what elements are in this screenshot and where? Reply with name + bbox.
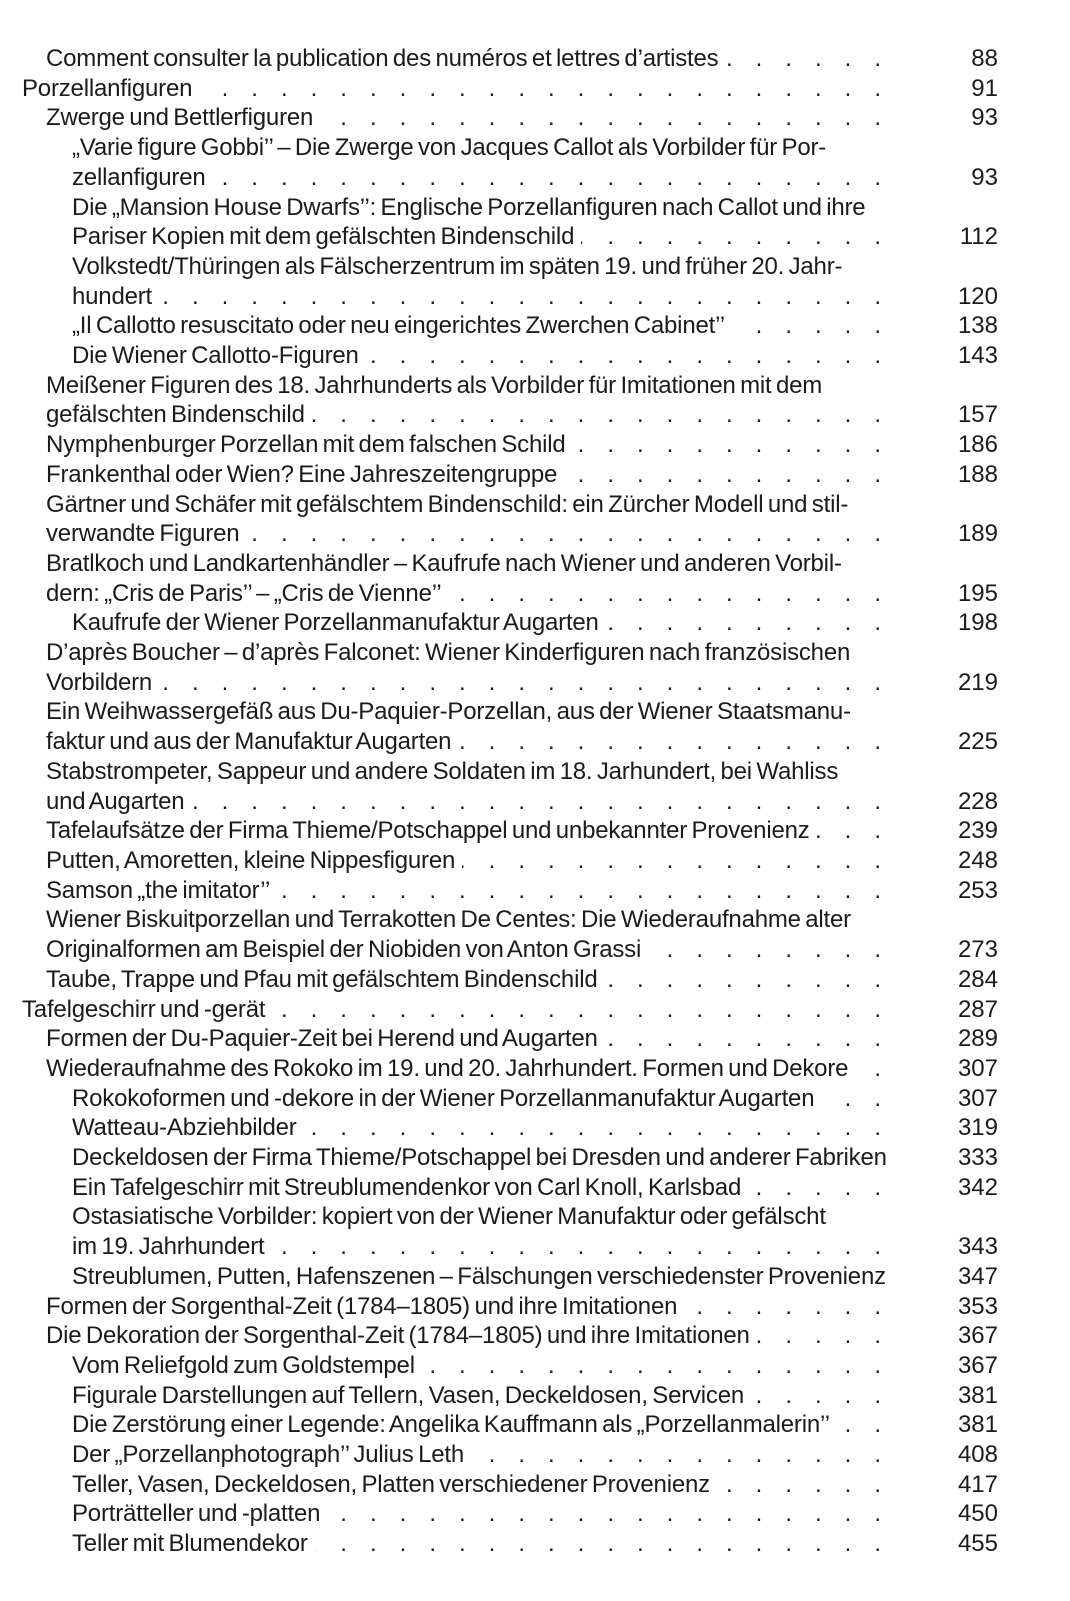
toc-entry <box>72 1173 998 1203</box>
toc-entry-row <box>72 341 998 371</box>
toc-entry-row <box>46 460 998 490</box>
page-number: 138 <box>957 312 998 340</box>
toc-entry <box>46 757 998 816</box>
toc-entry <box>46 430 998 460</box>
toc-entry <box>72 193 998 252</box>
toc-entry <box>72 341 998 371</box>
toc-entry-text: Die „Mansion House Dwarfs’’: Englische Porzellanfiguren nach Callot und ihre <box>72 193 866 221</box>
page-number: 307 <box>957 1084 998 1112</box>
page-number: 450 <box>957 1500 998 1528</box>
toc-entry-row <box>72 1351 998 1381</box>
toc-entry <box>72 311 998 341</box>
toc-entry <box>46 549 998 608</box>
toc-entry-text: Nymphenburger Porzellan mit dem falschen Schild <box>46 431 566 459</box>
toc-entry-row <box>46 965 998 995</box>
toc-entry-text: Stabstrompeter, Sappeur und andere Soldaten im 18. Jarhundert, bei Wahliss <box>46 757 839 785</box>
dot-leader <box>725 44 946 74</box>
page-number: 198 <box>957 609 998 637</box>
dot-leader <box>458 727 946 757</box>
page-number: 342 <box>957 1173 998 1201</box>
page-number: 319 <box>957 1114 998 1142</box>
dot-leader <box>159 668 946 698</box>
toc-entry-row <box>46 935 998 965</box>
page-number: 225 <box>957 728 998 756</box>
toc-entry <box>46 697 998 756</box>
dot-leader <box>573 430 946 460</box>
dot-leader <box>315 1529 946 1559</box>
page-number: 91 <box>971 74 998 102</box>
toc-entry-text: Taube, Trappe und Pfau mit gefälschtem Bindenschild <box>46 965 598 993</box>
toc-entry-row <box>72 282 998 312</box>
page-number: 143 <box>957 342 998 370</box>
toc-entry <box>72 1381 998 1411</box>
toc-entry <box>72 133 998 192</box>
page-number: 189 <box>957 520 998 548</box>
dot-leader <box>748 1173 946 1203</box>
toc-entry-text: Teller mit Blumendekor <box>72 1530 308 1558</box>
toc-entry-text: Die Wiener Callotto-Figuren <box>72 342 359 370</box>
page-number: 307 <box>957 1054 998 1082</box>
toc-entry-text: hundert <box>72 282 152 310</box>
toc-entry <box>46 460 998 490</box>
toc-entry <box>46 371 998 430</box>
toc-entry <box>72 1113 998 1143</box>
toc-entry <box>46 1054 998 1084</box>
toc-entry-text: Zwerge und Bettlerfiguren <box>46 104 314 132</box>
toc-entry-text: Vorbildern <box>46 668 153 696</box>
toc-entry-row <box>46 44 998 74</box>
toc-entry-text: Ein Tafelgeschirr mit Streublumendenkor von Carl Knoll, Karlsbad <box>72 1173 742 1201</box>
toc-entry-text: Rokokoformen und -dekore in der Wiener Porzellanmanufaktur Augarten <box>72 1084 815 1112</box>
toc-entry-row <box>72 1173 998 1203</box>
page-number: 120 <box>957 282 998 310</box>
dot-leader <box>422 1351 946 1381</box>
dot-leader <box>320 103 946 133</box>
toc-entry <box>72 1084 998 1114</box>
page-number: 381 <box>957 1381 998 1409</box>
toc-entry-text: gefälschten Bindenschild <box>46 401 305 429</box>
page-number: 408 <box>957 1441 998 1469</box>
toc-entry-text: Die Zerstörung einer Legende: Angelika Kauffmann als „Porzellanmalerin’’ <box>72 1411 830 1439</box>
toc-entry-text: faktur und aus der Manufaktur Augarten <box>46 728 452 756</box>
toc-entry-text: im 19. Jahrhundert <box>72 1233 265 1261</box>
dot-leader <box>366 341 946 371</box>
page-number: 228 <box>957 787 998 815</box>
toc-entry <box>46 1024 998 1054</box>
dot-leader <box>449 579 946 609</box>
toc-entry-text: D’après Boucher – d’après Falconet: Wiener Kinderfiguren nach französischen <box>46 639 851 667</box>
dot-leader <box>272 1232 946 1262</box>
dot-leader <box>855 1054 946 1084</box>
toc-entry <box>22 74 998 104</box>
page-number: 186 <box>957 431 998 459</box>
toc-entry <box>46 490 998 549</box>
toc-entry-text: dern: „Cris de Paris’’ – „Cris de Vienne’’ <box>46 579 442 607</box>
toc-entry <box>46 103 998 133</box>
toc-entry <box>46 1321 998 1351</box>
dot-leader <box>564 460 946 490</box>
toc-entry-text: zellanfiguren <box>72 163 206 191</box>
toc-entry-row <box>72 1232 998 1262</box>
toc-entry-text: Gärtner und Schäfer mit gefälschtem Bindenschild: ein Zürcher Modell und stil- <box>46 490 849 518</box>
toc-entry-text: verwandte Figuren <box>46 520 240 548</box>
toc-entry-row <box>22 74 998 104</box>
page-number: 287 <box>957 995 998 1023</box>
page-number: 88 <box>971 45 998 72</box>
toc-entry <box>46 816 998 846</box>
page-number: 343 <box>957 1233 998 1261</box>
toc-entry-row <box>72 1381 998 1411</box>
toc-entry-row <box>72 1529 998 1559</box>
toc-entry-row <box>72 311 998 341</box>
toc-entry-row <box>72 1143 998 1173</box>
toc-entry-text: Watteau-Abziehbilder <box>72 1114 297 1142</box>
toc-entry-text: Meißener Figuren des 18. Jahrhunderts als Vorbilder für Imitationen mit dem <box>46 371 823 399</box>
toc-entry-text: Deckeldosen der Firma Thieme/Potschappel bei Dresden und anderer Fabriken <box>72 1144 887 1172</box>
table-of-contents <box>22 44 998 1559</box>
toc-entry-text: Frankenthal oder Wien? Eine Jahreszeitengruppe <box>46 460 558 488</box>
toc-entry-text: Putten, Amoretten, kleine Nippesfiguren <box>46 846 456 874</box>
toc-entry-row <box>46 430 998 460</box>
toc-entry-row <box>46 1321 998 1351</box>
toc-entry-row <box>46 519 998 549</box>
toc-entry-row <box>46 1292 998 1322</box>
page-number: 157 <box>957 401 998 429</box>
dot-leader <box>191 787 946 817</box>
dot-leader <box>648 935 946 965</box>
toc-entry <box>46 876 998 906</box>
dot-leader <box>821 1084 946 1114</box>
toc-entry-text: Tafelaufsätze der Firma Thieme/Potschappel und unbekannter Provenienz <box>46 817 810 845</box>
page-number: 347 <box>957 1262 998 1290</box>
toc-entry <box>72 252 998 311</box>
dot-leader <box>581 222 946 252</box>
toc-entry-row <box>72 1440 998 1470</box>
dot-leader <box>605 1024 946 1054</box>
toc-entry <box>72 1410 998 1440</box>
dot-leader <box>312 400 946 430</box>
toc-entry-text: Vom Reliefgold zum Goldstempel <box>72 1351 415 1379</box>
toc-entry-text: Porzellanfiguren <box>22 74 193 102</box>
toc-entry <box>72 1143 998 1173</box>
toc-entry-text: Samson „the imitator’’ <box>46 876 271 904</box>
page-number: 248 <box>957 846 998 874</box>
dot-leader <box>471 1440 946 1470</box>
toc-entry-row <box>46 846 998 876</box>
toc-entry <box>46 965 998 995</box>
page-number: 93 <box>971 104 998 132</box>
toc-entry <box>46 638 998 697</box>
page-number: 367 <box>957 1322 998 1350</box>
toc-entry <box>72 608 998 638</box>
dot-leader <box>837 1410 946 1440</box>
toc-entry-row <box>46 668 998 698</box>
toc-entry-text: Ein Weihwassergefäß aus Du-Paquier-Porzellan, aus der Wiener Staatsmanu- <box>46 698 851 726</box>
dot-leader <box>817 816 946 846</box>
toc-entry-text: Streublumen, Putten, Hafenszenen – Fälschungen verschiedenster Provenienz <box>72 1262 886 1290</box>
dot-leader <box>893 1262 946 1292</box>
page-number: 253 <box>957 876 998 904</box>
toc-entry-text: Formen der Sorgenthal-Zeit (1784–1805) und ihre Imitationen <box>46 1292 678 1320</box>
toc-entry <box>72 1499 998 1529</box>
dot-leader <box>213 163 947 193</box>
toc-entry-row <box>46 816 998 846</box>
page-number: 381 <box>957 1411 998 1439</box>
page-number: 219 <box>957 668 998 696</box>
toc-entry-text: Die Dekoration der Sorgenthal-Zeit (1784–1805) und ihre Imitationen <box>46 1322 750 1350</box>
dot-leader <box>604 965 946 995</box>
page-number: 367 <box>957 1351 998 1379</box>
page-number: 284 <box>957 965 998 993</box>
toc-entry-row <box>72 163 998 193</box>
dot-leader <box>732 311 946 341</box>
page-number: 239 <box>957 817 998 845</box>
toc-entry-text: Originalformen am Beispiel der Niobiden von Anton Grassi <box>46 936 642 964</box>
toc-entry-text: und Augarten <box>46 787 185 815</box>
toc-entry <box>72 1202 998 1261</box>
page-number: 195 <box>957 579 998 607</box>
toc-entry-text: „Il Callotto resuscitato oder neu eingerichtes Zwerchen Cabinet’’ <box>72 312 725 340</box>
toc-entry <box>72 1351 998 1381</box>
toc-entry-text: Bratlkoch und Landkartenhändler – Kaufrufe nach Wiener und anderen Vorbil- <box>46 549 842 577</box>
toc-entry-row <box>72 222 998 252</box>
toc-entry <box>22 995 998 1025</box>
toc-entry-text: Pariser Kopien mit dem gefälschten Bindenschild <box>72 223 575 251</box>
toc-entry-text: Wiener Biskuitporzellan und Terrakotten De Centes: Die Wiederaufnahme alter <box>46 906 851 934</box>
page-number: 188 <box>957 460 998 488</box>
dot-leader <box>272 995 946 1025</box>
dot-leader <box>751 1381 946 1411</box>
toc-entry-row <box>22 995 998 1025</box>
toc-entry-row <box>46 1024 998 1054</box>
toc-entry-row <box>46 579 998 609</box>
toc-entry <box>72 1529 998 1559</box>
toc-entry-row <box>46 1054 998 1084</box>
page-number: 112 <box>959 223 998 251</box>
page-number: 417 <box>957 1470 998 1498</box>
dot-leader <box>327 1499 946 1529</box>
dot-leader <box>606 608 946 638</box>
toc-entry-row <box>72 1470 998 1500</box>
toc-entry-text: Formen der Du-Paquier-Zeit bei Herend und Augarten <box>46 1025 598 1053</box>
toc-entry <box>46 44 998 74</box>
toc-entry-row <box>72 1499 998 1529</box>
toc-entry-text: Der „Porzellanphotograph’’ Julius Leth <box>72 1441 464 1469</box>
toc-entry-row <box>46 787 998 817</box>
toc-entry-text: Porträtteller und -platten <box>72 1500 321 1528</box>
toc-entry <box>46 846 998 876</box>
toc-entry-row <box>46 400 998 430</box>
toc-entry-row <box>72 1410 998 1440</box>
dot-leader <box>717 1470 946 1500</box>
toc-entry-row <box>46 103 998 133</box>
toc-entry-row <box>72 1262 998 1292</box>
toc-entry-text: Figurale Darstellungen auf Tellern, Vasen, Deckeldosen, Servicen <box>72 1381 745 1409</box>
dot-leader <box>199 74 946 104</box>
toc-entry-text: Volkstedt/Thüringen als Fälscherzentrum im späten 19. und früher 20. Jahr- <box>72 252 843 280</box>
toc-entry <box>72 1470 998 1500</box>
page-number: 93 <box>971 163 998 191</box>
dot-leader <box>757 1321 946 1351</box>
page-number: 455 <box>957 1530 998 1558</box>
toc-entry-text: Kaufrufe der Wiener Porzellanmanufaktur Augarten <box>72 609 599 637</box>
toc-entry-text: Tafelgeschirr und -gerät <box>22 995 266 1023</box>
dot-leader <box>894 1143 946 1173</box>
page-number: 289 <box>957 1025 998 1053</box>
toc-entry-text: „Varie figure Gobbi’’ – Die Zwerge von Jacques Callot als Vorbilder für Por- <box>72 134 827 162</box>
toc-entry-text: Ostasiatische Vorbilder: kopiert von der Wiener Manufaktur oder gefälscht <box>72 1203 826 1231</box>
toc-entry-row <box>72 608 998 638</box>
toc-entry-row <box>46 727 998 757</box>
toc-entry-row <box>72 1113 998 1143</box>
dot-leader <box>684 1292 946 1322</box>
dot-leader <box>277 876 946 906</box>
toc-entry-row <box>72 1084 998 1114</box>
page-number: 333 <box>957 1144 998 1172</box>
toc-entry-text: Comment consulter la publication des numéros et lettres d’artistes <box>46 45 719 72</box>
dot-leader <box>159 282 946 312</box>
toc-entry <box>72 1440 998 1470</box>
toc-entry-text: Wiederaufnahme des Rokoko im 19. und 20. Jahrhundert. Formen und Dekore <box>46 1054 849 1082</box>
dot-leader <box>462 846 946 876</box>
toc-entry-text: Teller, Vasen, Deckeldosen, Platten verschiedener Provenienz <box>72 1470 710 1498</box>
page-number: 353 <box>957 1292 998 1320</box>
dot-leader <box>304 1113 946 1143</box>
toc-entry <box>46 1292 998 1322</box>
page-number: 273 <box>957 936 998 964</box>
dot-leader <box>246 519 946 549</box>
toc-entry-row <box>46 876 998 906</box>
toc-entry <box>46 905 998 964</box>
toc-entry <box>72 1262 998 1292</box>
